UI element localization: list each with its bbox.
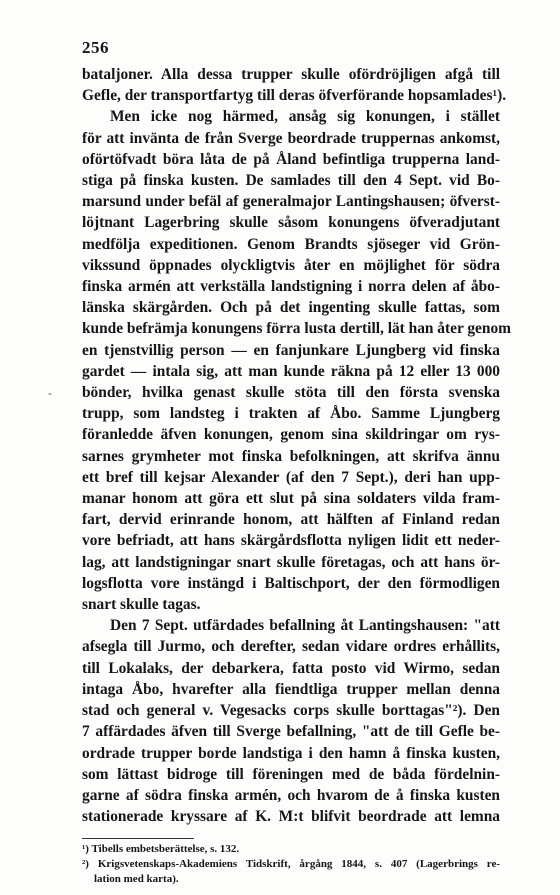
footnote-line: ¹) Tibells embetsberättelse, s. 132. bbox=[82, 843, 240, 855]
text-line: ordrade trupper borde landstiga i den hamn å finska kusten, bbox=[82, 744, 500, 762]
footnote-rule bbox=[82, 838, 194, 839]
text-line: gardet — intala sig, att man kunde räkna på 12 eller 13 000 bbox=[82, 362, 500, 380]
text-line: fart, dervid erinrande honom, att hälften af Finland redan bbox=[82, 511, 500, 529]
text-line: logsflotta vore instängd i Baltischport, der den förmodligen bbox=[82, 574, 500, 592]
text-line: garne af södra finska armén, och hvarom de å finska kusten bbox=[82, 786, 500, 804]
text-line: trupp, som landsteg i trakten af Åbo. Samme Ljungberg bbox=[82, 405, 500, 423]
text-line: länska skärgården. Och på det ingenting skulle fattas, som bbox=[82, 299, 500, 317]
text-line: sarnes grymheter mot finska befolkningen, att skrifva ännu bbox=[82, 447, 500, 465]
text-line: stationerade kryssare af K. M:t blifvit beordrade att lemna bbox=[82, 808, 500, 826]
text-line: en tjenstvillig person — en fanjunkare Ljungberg vid finska bbox=[82, 341, 500, 359]
text-line: stad och general v. Vegesacks corps skulle borttagas"²). Den bbox=[82, 702, 500, 720]
text-line: bönder, hvilka genast skulle stöta till den första svenska bbox=[82, 384, 500, 402]
text-line: medfölja expeditionen. Genom Brandts sjöseger vid Grön- bbox=[82, 235, 500, 253]
text-line: afsegla till Jurmo, och derefter, sedan vidare ordres erhållits, bbox=[82, 638, 500, 656]
text-line: vore befriadt, att hans skärgårdsflotta nyligen lidit ett neder- bbox=[82, 532, 500, 550]
page-number: 256 bbox=[82, 38, 109, 57]
text-line: snart skulle tagas. bbox=[82, 596, 201, 614]
text-line: manar honom att göra ett slut på sina soldaters vilda fram- bbox=[82, 490, 500, 508]
text-line: som lättast bidroge till föreningen med de båda fördelnin- bbox=[82, 765, 500, 783]
text-line: intaga Åbo, hvarefter alla fiendtliga trupper mellan denna bbox=[82, 680, 500, 698]
footnotes bbox=[82, 842, 500, 887]
text-line: till Lokalaks, der debarkera, fatta posto vid Wirmo, sedan bbox=[82, 659, 500, 677]
text-line: oförtöfvadt böra låta de på Åland befintliga trupperna land- bbox=[82, 150, 500, 168]
text-line: bataljoner. Alla dessa trupper skulle ofördröjligen afgå till bbox=[82, 66, 500, 83]
text-line: Den 7 Sept. utfärdades befallning åt Lantingshausen: "att bbox=[110, 617, 500, 635]
text-line: Gefle, der transportfartyg till deras öfverförande hopsamlades¹). bbox=[82, 87, 507, 105]
body-text bbox=[82, 64, 511, 827]
text-line: finska armén att verkställa landstigning i norra delen af åbo- bbox=[82, 278, 500, 296]
text-line: ett bref till kejsar Alexander (af den 7 Sept.), deri han upp- bbox=[82, 468, 500, 486]
text-line: marsund under befäl af generalmajor Lantingshausen; öfverst- bbox=[82, 193, 500, 211]
text-line: lag, att landstigningar snart skulle företagas, och att hans ör- bbox=[82, 553, 500, 571]
text-line: kunde befrämja konungens förra lusta dertill, lät han åter genom bbox=[82, 320, 511, 338]
text-line: föranledde äfven konungen, genom sina skildringar om rys- bbox=[82, 426, 500, 444]
footnote-line: lation med karta). bbox=[94, 873, 179, 885]
text-line: vikssund öppnades olyckligtvis åter en möjlighet för södra bbox=[82, 256, 500, 274]
text-line: löjtnant Lagerbring skulle såsom konungens öfveradjutant bbox=[82, 214, 500, 232]
text-line: 7 affärdades äfven till Sverge befallning, "att de till Gefle be- bbox=[82, 723, 500, 741]
text-line: för att invänta de från Sverge beordrade truppernas ankomst, bbox=[82, 129, 500, 147]
margin-mark: - bbox=[48, 386, 52, 400]
text-line: Men icke nog härmed, ansåg sig konungen, i stället bbox=[110, 108, 500, 126]
text-line: stiga på finska kusten. De samlades till den 4 Sept. vid Bo- bbox=[82, 172, 500, 190]
footnote-line: ²) Krigsvetenskaps-Akademiens Tidskrift, årgång 1844, s. 407 (Lagerbrings re- bbox=[82, 858, 500, 870]
